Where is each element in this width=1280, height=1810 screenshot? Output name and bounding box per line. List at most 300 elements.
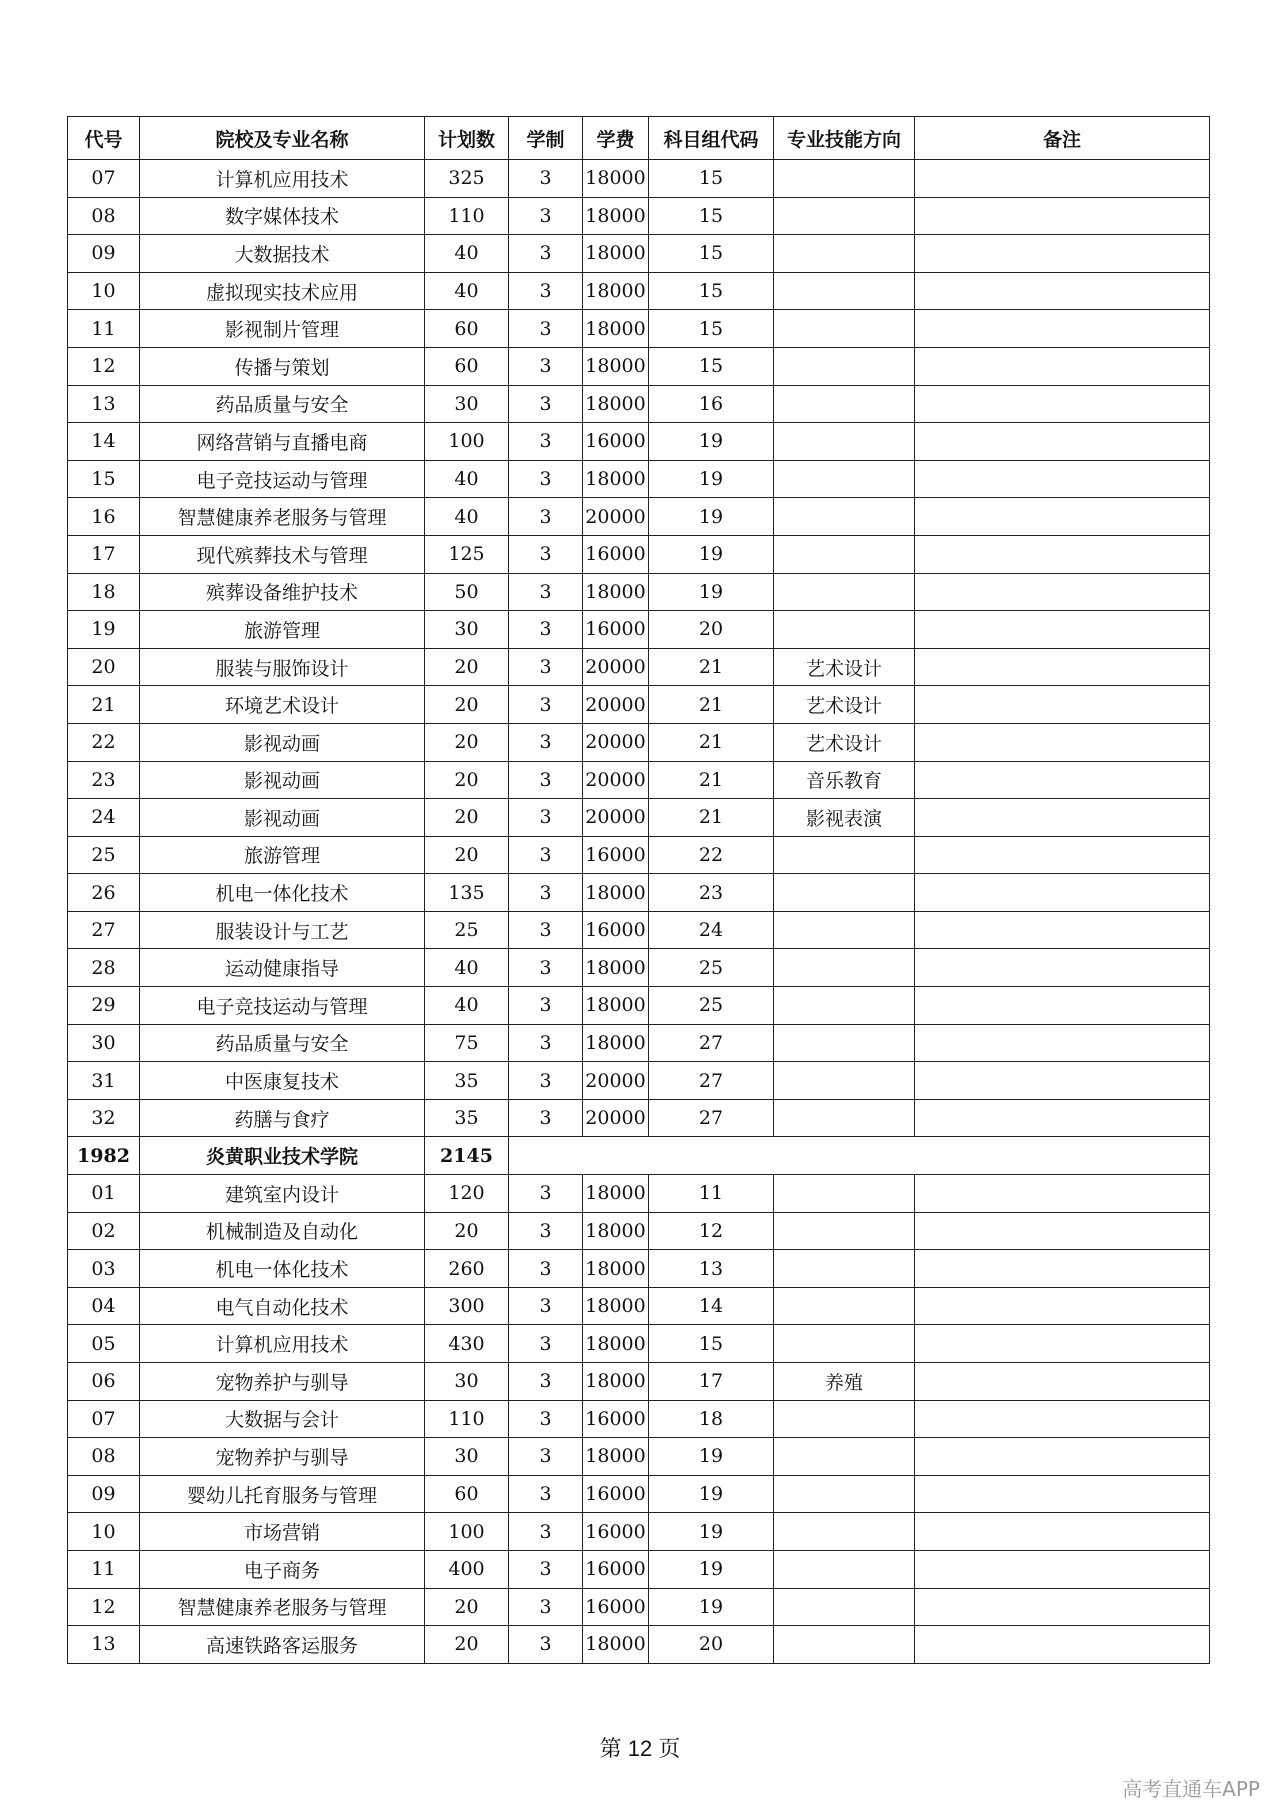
cell-subject-group: 15	[649, 1325, 774, 1363]
cell-fee: 18000	[583, 573, 649, 611]
header-skill: 专业技能方向	[774, 117, 915, 160]
school-row-blank	[509, 1137, 1210, 1175]
cell-fee: 18000	[583, 1175, 649, 1213]
cell-code: 19	[68, 611, 140, 649]
cell-note	[915, 498, 1210, 536]
cell-years: 3	[509, 385, 583, 423]
table-row	[68, 723, 1210, 761]
cell-skill-direction	[774, 1400, 915, 1438]
cell-note	[915, 648, 1210, 686]
school-name: 炎黄职业技术学院	[140, 1137, 425, 1175]
cell-note	[915, 423, 1210, 461]
table-row	[68, 535, 1210, 573]
table-row	[68, 1287, 1210, 1325]
table-row	[68, 1588, 1210, 1626]
cell-note	[915, 535, 1210, 573]
table-row	[68, 761, 1210, 799]
cell-skill-direction	[774, 949, 915, 987]
cell-skill-direction	[774, 272, 915, 310]
cell-subject-group: 19	[649, 1550, 774, 1588]
cell-fee: 18000	[583, 385, 649, 423]
table-row	[68, 1363, 1210, 1401]
cell-subject-group: 21	[649, 686, 774, 724]
cell-code: 24	[68, 799, 140, 837]
cell-major-name: 虚拟现实技术应用	[140, 272, 425, 310]
cell-note	[915, 460, 1210, 498]
cell-skill-direction	[774, 498, 915, 536]
cell-note	[915, 1024, 1210, 1062]
cell-years: 3	[509, 911, 583, 949]
cell-code: 05	[68, 1325, 140, 1363]
cell-fee: 18000	[583, 1287, 649, 1325]
cell-plan: 30	[425, 385, 509, 423]
cell-skill-direction	[774, 1175, 915, 1213]
cell-skill-direction: 影视表演	[774, 799, 915, 837]
cell-code: 03	[68, 1250, 140, 1288]
cell-fee: 18000	[583, 1325, 649, 1363]
cell-years: 3	[509, 987, 583, 1025]
cell-subject-group: 15	[649, 160, 774, 198]
cell-major-name: 计算机应用技术	[140, 160, 425, 198]
cell-fee: 20000	[583, 761, 649, 799]
cell-years: 3	[509, 272, 583, 310]
cell-years: 3	[509, 160, 583, 198]
cell-years: 3	[509, 347, 583, 385]
table-row	[68, 1062, 1210, 1100]
table-row	[68, 573, 1210, 611]
cell-fee: 18000	[583, 460, 649, 498]
cell-major-name: 机械制造及自动化	[140, 1212, 425, 1250]
cell-code: 12	[68, 1588, 140, 1626]
cell-plan: 60	[425, 347, 509, 385]
cell-years: 3	[509, 1287, 583, 1325]
cell-years: 3	[509, 1062, 583, 1100]
cell-note	[915, 1400, 1210, 1438]
cell-skill-direction	[774, 1475, 915, 1513]
cell-note	[915, 1212, 1210, 1250]
table-row	[68, 648, 1210, 686]
cell-plan: 35	[425, 1062, 509, 1100]
cell-note	[915, 1099, 1210, 1137]
cell-plan: 20	[425, 686, 509, 724]
table-row	[68, 874, 1210, 912]
cell-subject-group: 17	[649, 1363, 774, 1401]
cell-skill-direction	[774, 987, 915, 1025]
cell-skill-direction	[774, 197, 915, 235]
table-row	[68, 347, 1210, 385]
cell-code: 30	[68, 1024, 140, 1062]
cell-major-name: 电子竞技运动与管理	[140, 987, 425, 1025]
cell-plan: 60	[425, 1475, 509, 1513]
cell-fee: 20000	[583, 723, 649, 761]
cell-skill-direction	[774, 1212, 915, 1250]
cell-subject-group: 22	[649, 836, 774, 874]
cell-skill-direction	[774, 1513, 915, 1551]
cell-code: 29	[68, 987, 140, 1025]
cell-fee: 20000	[583, 498, 649, 536]
cell-major-name: 宠物养护与驯导	[140, 1438, 425, 1476]
cell-fee: 16000	[583, 1400, 649, 1438]
cell-skill-direction	[774, 1550, 915, 1588]
cell-major-name: 机电一体化技术	[140, 1250, 425, 1288]
header-name: 院校及专业名称	[140, 117, 425, 160]
cell-subject-group: 25	[649, 987, 774, 1025]
cell-code: 09	[68, 1475, 140, 1513]
cell-subject-group: 15	[649, 347, 774, 385]
cell-note	[915, 1513, 1210, 1551]
cell-subject-group: 19	[649, 498, 774, 536]
cell-skill-direction	[774, 310, 915, 348]
cell-plan: 110	[425, 1400, 509, 1438]
cell-skill-direction	[774, 836, 915, 874]
cell-code: 27	[68, 911, 140, 949]
school-plan-total: 2145	[425, 1137, 509, 1175]
cell-major-name: 服装与服饰设计	[140, 648, 425, 686]
cell-skill-direction	[774, 1438, 915, 1476]
cell-code: 16	[68, 498, 140, 536]
cell-fee: 18000	[583, 347, 649, 385]
cell-years: 3	[509, 1400, 583, 1438]
table-row	[68, 1626, 1210, 1664]
cell-fee: 18000	[583, 874, 649, 912]
cell-code: 32	[68, 1099, 140, 1137]
table-row	[68, 987, 1210, 1025]
cell-code: 26	[68, 874, 140, 912]
cell-major-name: 网络营销与直播电商	[140, 423, 425, 461]
cell-major-name: 市场营销	[140, 1513, 425, 1551]
cell-skill-direction: 音乐教育	[774, 761, 915, 799]
cell-major-name: 婴幼儿托育服务与管理	[140, 1475, 425, 1513]
cell-note	[915, 911, 1210, 949]
cell-note	[915, 761, 1210, 799]
table-row	[68, 1175, 1210, 1213]
cell-fee: 16000	[583, 1550, 649, 1588]
cell-fee: 16000	[583, 836, 649, 874]
cell-plan: 135	[425, 874, 509, 912]
cell-code: 22	[68, 723, 140, 761]
cell-subject-group: 19	[649, 460, 774, 498]
cell-code: 17	[68, 535, 140, 573]
cell-major-name: 智慧健康养老服务与管理	[140, 498, 425, 536]
table-row	[68, 1550, 1210, 1588]
header-group: 科目组代码	[649, 117, 774, 160]
cell-plan: 20	[425, 799, 509, 837]
cell-subject-group: 16	[649, 385, 774, 423]
cell-fee: 20000	[583, 799, 649, 837]
cell-major-name: 计算机应用技术	[140, 1325, 425, 1363]
cell-note	[915, 310, 1210, 348]
cell-major-name: 现代殡葬技术与管理	[140, 535, 425, 573]
cell-years: 3	[509, 535, 583, 573]
cell-plan: 110	[425, 197, 509, 235]
cell-code: 23	[68, 761, 140, 799]
cell-years: 3	[509, 1212, 583, 1250]
table-row	[68, 1400, 1210, 1438]
table-row	[68, 197, 1210, 235]
watermark: 高考直通车APP	[1122, 1777, 1260, 1801]
cell-note	[915, 1588, 1210, 1626]
cell-skill-direction	[774, 460, 915, 498]
table-row	[68, 1024, 1210, 1062]
cell-code: 06	[68, 1363, 140, 1401]
cell-major-name: 影视动画	[140, 799, 425, 837]
table-row	[68, 272, 1210, 310]
cell-subject-group: 11	[649, 1175, 774, 1213]
cell-code: 13	[68, 1626, 140, 1664]
table-row	[68, 686, 1210, 724]
cell-code: 07	[68, 1400, 140, 1438]
cell-subject-group: 15	[649, 197, 774, 235]
cell-code: 28	[68, 949, 140, 987]
cell-fee: 18000	[583, 1212, 649, 1250]
cell-skill-direction	[774, 1250, 915, 1288]
cell-fee: 18000	[583, 1250, 649, 1288]
cell-years: 3	[509, 1550, 583, 1588]
cell-note	[915, 272, 1210, 310]
cell-plan: 20	[425, 723, 509, 761]
cell-years: 3	[509, 498, 583, 536]
cell-plan: 50	[425, 573, 509, 611]
cell-subject-group: 19	[649, 1588, 774, 1626]
cell-fee: 18000	[583, 272, 649, 310]
cell-subject-group: 15	[649, 310, 774, 348]
cell-years: 3	[509, 1438, 583, 1476]
cell-skill-direction	[774, 535, 915, 573]
cell-note	[915, 235, 1210, 273]
cell-plan: 300	[425, 1287, 509, 1325]
cell-years: 3	[509, 648, 583, 686]
cell-code: 11	[68, 1550, 140, 1588]
cell-code: 21	[68, 686, 140, 724]
cell-plan: 20	[425, 761, 509, 799]
cell-years: 3	[509, 1626, 583, 1664]
table-body	[68, 160, 1210, 1664]
cell-skill-direction	[774, 1287, 915, 1325]
cell-major-name: 影视动画	[140, 723, 425, 761]
cell-fee: 18000	[583, 949, 649, 987]
cell-major-name: 中医康复技术	[140, 1062, 425, 1100]
cell-subject-group: 12	[649, 1212, 774, 1250]
cell-fee: 18000	[583, 160, 649, 198]
cell-note	[915, 836, 1210, 874]
table-row	[68, 385, 1210, 423]
cell-years: 3	[509, 611, 583, 649]
cell-note	[915, 1363, 1210, 1401]
cell-years: 3	[509, 1175, 583, 1213]
table-header-row	[68, 117, 1210, 160]
table-row	[68, 1325, 1210, 1363]
cell-fee: 18000	[583, 1438, 649, 1476]
cell-subject-group: 21	[649, 723, 774, 761]
cell-skill-direction	[774, 573, 915, 611]
cell-note	[915, 723, 1210, 761]
cell-subject-group: 19	[649, 1475, 774, 1513]
cell-note	[915, 385, 1210, 423]
table-row	[68, 235, 1210, 273]
cell-years: 3	[509, 573, 583, 611]
table-row	[68, 1212, 1210, 1250]
cell-code: 07	[68, 160, 140, 198]
admission-plan-table	[67, 116, 1210, 1664]
cell-years: 3	[509, 1588, 583, 1626]
cell-years: 3	[509, 1250, 583, 1288]
cell-plan: 20	[425, 1626, 509, 1664]
cell-skill-direction	[774, 911, 915, 949]
cell-code: 18	[68, 573, 140, 611]
cell-note	[915, 1438, 1210, 1476]
cell-fee: 16000	[583, 911, 649, 949]
cell-major-name: 机电一体化技术	[140, 874, 425, 912]
table-row	[68, 1438, 1210, 1476]
cell-note	[915, 347, 1210, 385]
cell-fee: 16000	[583, 1588, 649, 1626]
cell-skill-direction	[774, 235, 915, 273]
cell-plan: 60	[425, 310, 509, 348]
cell-major-name: 运动健康指导	[140, 949, 425, 987]
cell-plan: 325	[425, 160, 509, 198]
header-fee: 学费	[583, 117, 649, 160]
cell-note	[915, 197, 1210, 235]
cell-plan: 40	[425, 498, 509, 536]
cell-fee: 20000	[583, 1062, 649, 1100]
cell-years: 3	[509, 761, 583, 799]
cell-subject-group: 18	[649, 1400, 774, 1438]
cell-code: 14	[68, 423, 140, 461]
cell-fee: 16000	[583, 1513, 649, 1551]
cell-plan: 100	[425, 423, 509, 461]
cell-subject-group: 15	[649, 272, 774, 310]
cell-fee: 20000	[583, 1099, 649, 1137]
cell-skill-direction	[774, 1062, 915, 1100]
cell-subject-group: 21	[649, 761, 774, 799]
cell-major-name: 药品质量与安全	[140, 1024, 425, 1062]
cell-years: 3	[509, 799, 583, 837]
table-row	[68, 949, 1210, 987]
cell-plan: 75	[425, 1024, 509, 1062]
cell-major-name: 环境艺术设计	[140, 686, 425, 724]
header-plan: 计划数	[425, 117, 509, 160]
cell-code: 13	[68, 385, 140, 423]
header-years: 学制	[509, 117, 583, 160]
header-code: 代号	[68, 117, 140, 160]
cell-skill-direction	[774, 385, 915, 423]
table-row	[68, 423, 1210, 461]
cell-note	[915, 1175, 1210, 1213]
cell-skill-direction: 艺术设计	[774, 723, 915, 761]
cell-major-name: 传播与策划	[140, 347, 425, 385]
cell-fee: 18000	[583, 987, 649, 1025]
cell-major-name: 旅游管理	[140, 611, 425, 649]
cell-code: 25	[68, 836, 140, 874]
cell-plan: 125	[425, 535, 509, 573]
cell-years: 3	[509, 723, 583, 761]
cell-major-name: 大数据与会计	[140, 1400, 425, 1438]
cell-fee: 16000	[583, 535, 649, 573]
cell-code: 08	[68, 1438, 140, 1476]
cell-major-name: 殡葬设备维护技术	[140, 573, 425, 611]
cell-years: 3	[509, 1024, 583, 1062]
cell-skill-direction	[774, 347, 915, 385]
cell-note	[915, 799, 1210, 837]
cell-skill-direction	[774, 1325, 915, 1363]
cell-years: 3	[509, 235, 583, 273]
cell-years: 3	[509, 686, 583, 724]
cell-years: 3	[509, 1513, 583, 1551]
cell-plan: 40	[425, 460, 509, 498]
cell-plan: 25	[425, 911, 509, 949]
cell-major-name: 智慧健康养老服务与管理	[140, 1588, 425, 1626]
cell-subject-group: 24	[649, 911, 774, 949]
cell-note	[915, 1062, 1210, 1100]
cell-subject-group: 19	[649, 573, 774, 611]
cell-code: 04	[68, 1287, 140, 1325]
cell-plan: 30	[425, 1438, 509, 1476]
cell-plan: 40	[425, 949, 509, 987]
cell-fee: 16000	[583, 423, 649, 461]
cell-years: 3	[509, 1363, 583, 1401]
cell-plan: 20	[425, 1588, 509, 1626]
cell-years: 3	[509, 310, 583, 348]
cell-years: 3	[509, 423, 583, 461]
cell-code: 11	[68, 310, 140, 348]
cell-note	[915, 1550, 1210, 1588]
cell-subject-group: 20	[649, 611, 774, 649]
cell-fee: 16000	[583, 1475, 649, 1513]
cell-plan: 260	[425, 1250, 509, 1288]
cell-subject-group: 21	[649, 799, 774, 837]
cell-note	[915, 1250, 1210, 1288]
cell-plan: 430	[425, 1325, 509, 1363]
cell-major-name: 旅游管理	[140, 836, 425, 874]
cell-fee: 16000	[583, 611, 649, 649]
school-code: 1982	[68, 1137, 140, 1175]
table-row	[68, 1513, 1210, 1551]
table-row	[68, 460, 1210, 498]
table-row	[68, 310, 1210, 348]
cell-major-name: 影视制片管理	[140, 310, 425, 348]
cell-subject-group: 15	[649, 235, 774, 273]
cell-skill-direction: 艺术设计	[774, 648, 915, 686]
cell-subject-group: 19	[649, 1513, 774, 1551]
cell-code: 12	[68, 347, 140, 385]
header-note: 备注	[915, 117, 1210, 160]
cell-fee: 20000	[583, 686, 649, 724]
cell-subject-group: 27	[649, 1099, 774, 1137]
table-row	[68, 911, 1210, 949]
cell-years: 3	[509, 1325, 583, 1363]
cell-plan: 35	[425, 1099, 509, 1137]
cell-subject-group: 20	[649, 1626, 774, 1664]
cell-subject-group: 27	[649, 1024, 774, 1062]
cell-plan: 120	[425, 1175, 509, 1213]
cell-skill-direction	[774, 160, 915, 198]
cell-fee: 18000	[583, 1626, 649, 1664]
cell-major-name: 药膳与食疗	[140, 1099, 425, 1137]
cell-years: 3	[509, 1475, 583, 1513]
cell-code: 02	[68, 1212, 140, 1250]
cell-years: 3	[509, 460, 583, 498]
table-row	[68, 836, 1210, 874]
cell-note	[915, 611, 1210, 649]
cell-plan: 30	[425, 1363, 509, 1401]
cell-skill-direction	[774, 423, 915, 461]
cell-major-name: 建筑室内设计	[140, 1175, 425, 1213]
cell-major-name: 高速铁路客运服务	[140, 1626, 425, 1664]
cell-skill-direction	[774, 1588, 915, 1626]
table-row	[68, 1475, 1210, 1513]
cell-skill-direction	[774, 1626, 915, 1664]
cell-note	[915, 1626, 1210, 1664]
